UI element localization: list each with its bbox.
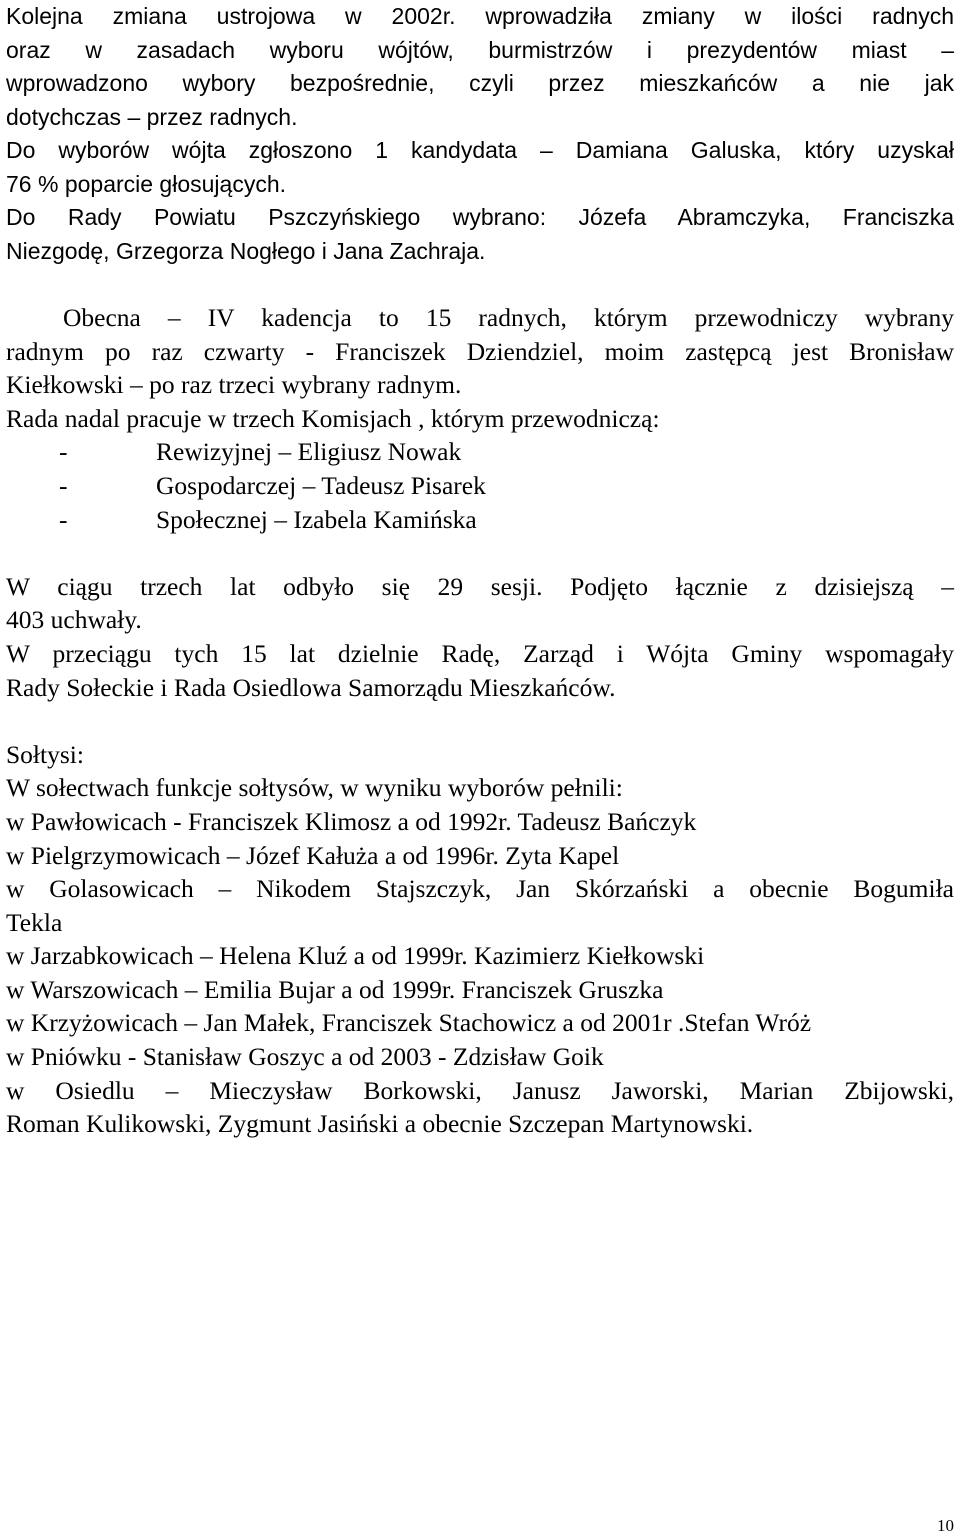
- text-line: radnym po raz czwarty - Franciszek Dziendziel, moim zastępcą jest Bronisław: [6, 336, 954, 366]
- text-line: w Warszowicach – Emilia Bujar a od 1999r. Franciszek Gruszka: [6, 974, 664, 1004]
- section-heading: Sołtysi:: [6, 739, 84, 769]
- text-line: 76 % poparcie głosujących.: [6, 170, 286, 197]
- text-line: W przeciągu tych 15 lat dzielnie Radę, Zarząd i Wójta Gminy wspomagały: [6, 638, 954, 668]
- text-line: w Krzyżowicach – Jan Małek, Franciszek Stachowicz a od 2001r .Stefan Wróż: [6, 1008, 812, 1038]
- text-line: Do wyborów wójta zgłoszono 1 kandydata – Damiana Galuska, który uzyskał: [6, 137, 954, 163]
- text-line: w Osiedlu – Mieczysław Borkowski, Janusz Jaworski, Marian Zbijowski,: [6, 1075, 954, 1105]
- list-dash: -: [59, 504, 68, 534]
- section-soltysi: [6, 738, 954, 1141]
- list-dash: -: [59, 437, 68, 467]
- text-line: Kolejna zmiana ustrojowa w 2002r. wprowadziła zmiany w ilości radnych: [6, 3, 954, 29]
- text-line: Kiełkowski – po raz trzeci wybrany radnym.: [6, 370, 462, 400]
- text-line: W ciągu trzech lat odbyło się 29 sesji. Podjęto łącznie z dzisiejszą –: [6, 571, 954, 601]
- list-dash: -: [59, 470, 68, 500]
- text-line: w Jarzabkowicach – Helena Kluź a od 1999r. Kazimierz Kiełkowski: [6, 941, 705, 971]
- committee-list-item: [6, 435, 954, 469]
- paragraph-current-council: [6, 301, 954, 536]
- committee-text: Gospodarczej – Tadeusz Pisarek: [156, 470, 486, 500]
- text-line: Obecna – IV kadencja to 15 radnych, którym przewodniczy wybrany: [63, 303, 954, 332]
- text-line: w Pawłowicach - Franciszek Klimosz a od 1992r. Tadeusz Bańczyk: [6, 806, 697, 836]
- paragraph-sessions: [6, 570, 954, 704]
- text-line: w Pniówku - Stanisław Goszyc a od 2003 - Zdzisław Goik: [6, 1042, 604, 1072]
- text-line: Rady Sołeckie i Rada Osiedlowa Samorządu Mieszkańców.: [6, 672, 616, 702]
- paragraph-election-reform: [6, 0, 954, 268]
- text-line: Rada nadal pracuje w trzech Komisjach , którym przewodniczą:: [6, 403, 660, 433]
- text-line: Roman Kulikowski, Zygmunt Jasiński a obecnie Szczepan Martynowski.: [6, 1109, 754, 1139]
- text-line: w Golasowicach – Nikodem Stajszczyk, Jan Skórzański a obecnie Bogumiła: [6, 874, 954, 904]
- text-line: wprowadzono wybory bezpośrednie, czyli przez mieszkańców a nie jak: [6, 70, 954, 96]
- document-page: [6, 0, 954, 1141]
- text-line: oraz w zasadach wyboru wójtów, burmistrzów i prezydentów miast –: [6, 36, 954, 63]
- document-body-serif: [6, 301, 954, 1141]
- text-line: w Pielgrzymowicach – Józef Kałuża a od 1996r. Zyta Kapel: [6, 840, 620, 870]
- committee-text: Rewizyjnej – Eligiusz Nowak: [156, 437, 462, 467]
- committee-text: Społecznej – Izabela Kamińska: [156, 504, 477, 534]
- text-line: Tekla: [6, 907, 63, 937]
- committee-list-item: [6, 503, 954, 537]
- text-line: 403 uchwały.: [6, 605, 142, 635]
- text-line: Do Rady Powiatu Pszczyńskiego wybrano: Józefa Abramczyka, Franciszka: [6, 204, 954, 230]
- committee-list-item: [6, 469, 954, 503]
- spacer: [6, 536, 954, 570]
- page-number: 10: [937, 1516, 954, 1535]
- text-line: W sołectwach funkcje sołtysów, w wyniku wyborów pełnili:: [6, 773, 623, 803]
- text-line: Niezgodę, Grzegorza Nogłego i Jana Zachraja.: [6, 237, 486, 264]
- spacer: [6, 704, 954, 738]
- text-line: dotychczas – przez radnych.: [6, 103, 298, 130]
